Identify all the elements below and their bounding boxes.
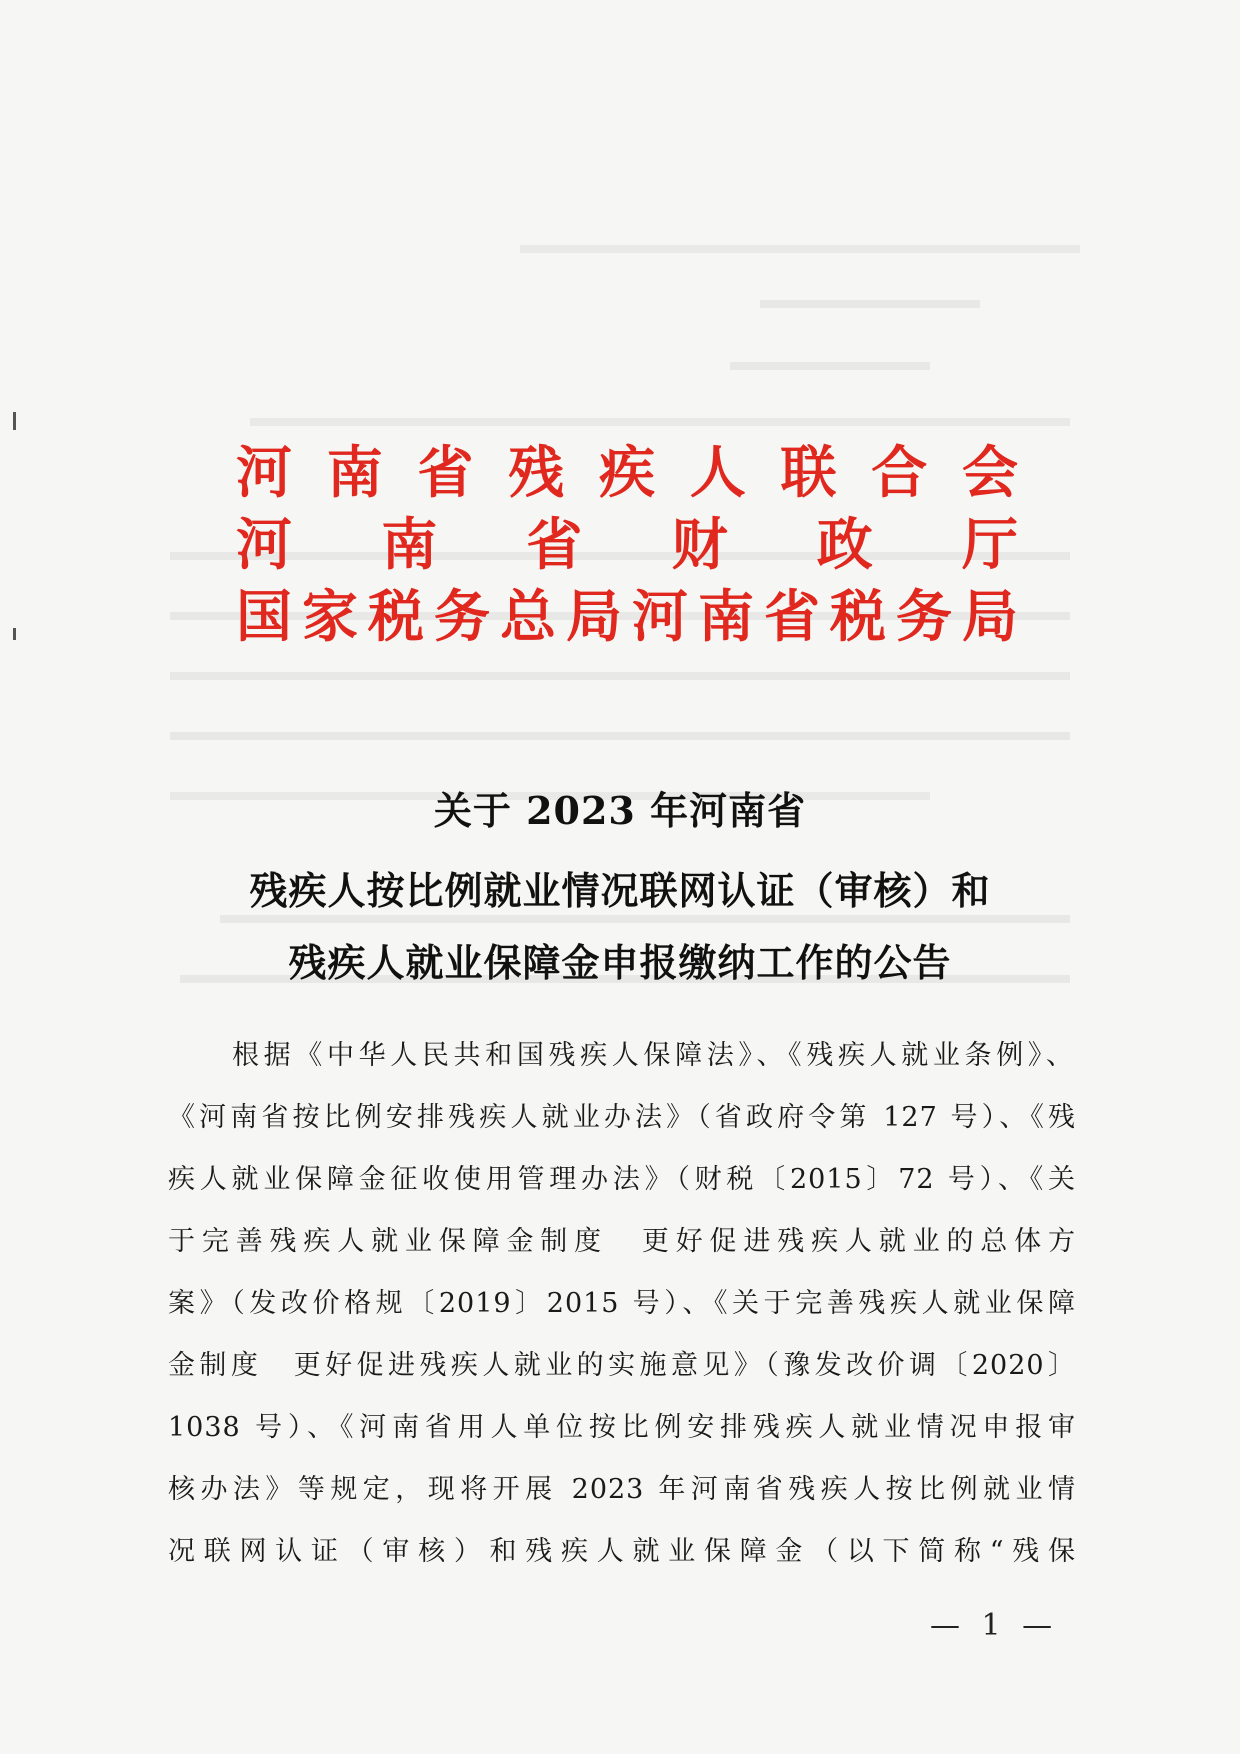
body-line: 况联网认证（审核）和残疾人就业保障金（以下简称“残保 xyxy=(168,1536,1076,1567)
body-line: 疾人就业保障金征收使用管理办法》（财税〔2015〕72 号）、《关 xyxy=(168,1164,1076,1195)
body-line: 于完善残疾人就业保障金制度 更好促进残疾人就业的总体方 xyxy=(168,1226,1076,1257)
body-line: 《河南省按比例安排残疾人就业办法》（省政府令第 127 号）、《残 xyxy=(168,1102,1076,1133)
title-line-1: 关于 2023 年河南省 xyxy=(433,788,807,833)
body-line: 1038 号）、《河南省用人单位按比例安排残疾人就业情况申报审 xyxy=(168,1412,1076,1443)
page-number: — 1 — xyxy=(930,1608,1059,1643)
scan-edge-mark xyxy=(13,628,16,640)
body-line: 金制度 更好促进残疾人就业的实施意见》（豫发改价调〔2020〕 xyxy=(168,1350,1076,1381)
issuing-authorities xyxy=(236,438,1018,654)
title-line-3: 残疾人就业保障金申报缴纳工作的公告 xyxy=(288,940,952,985)
body-line: 核办法》等规定，现将开展 2023 年河南省残疾人按比例就业情 xyxy=(168,1474,1076,1505)
issuer-line-3: 国 家 税 务 总 局 河 南 省 税 务 局 xyxy=(236,584,1018,650)
issuer-line-1: 河 南 省 残 疾 人 联 合 会 xyxy=(236,440,1018,506)
issuer-line-2: 河 南 省 财 政 厅 xyxy=(236,512,1018,578)
body-line: 根据《中华人民共和国残疾人保障法》、《残疾人就业条例》、 xyxy=(232,1040,1074,1071)
scan-edge-mark xyxy=(13,412,16,430)
title-line-2: 残疾人按比例就业情况联网认证（审核）和 xyxy=(249,868,991,913)
body-line: 案》（发改价格规〔2019〕2015 号）、《关于完善残疾人就业保障 xyxy=(168,1288,1076,1319)
